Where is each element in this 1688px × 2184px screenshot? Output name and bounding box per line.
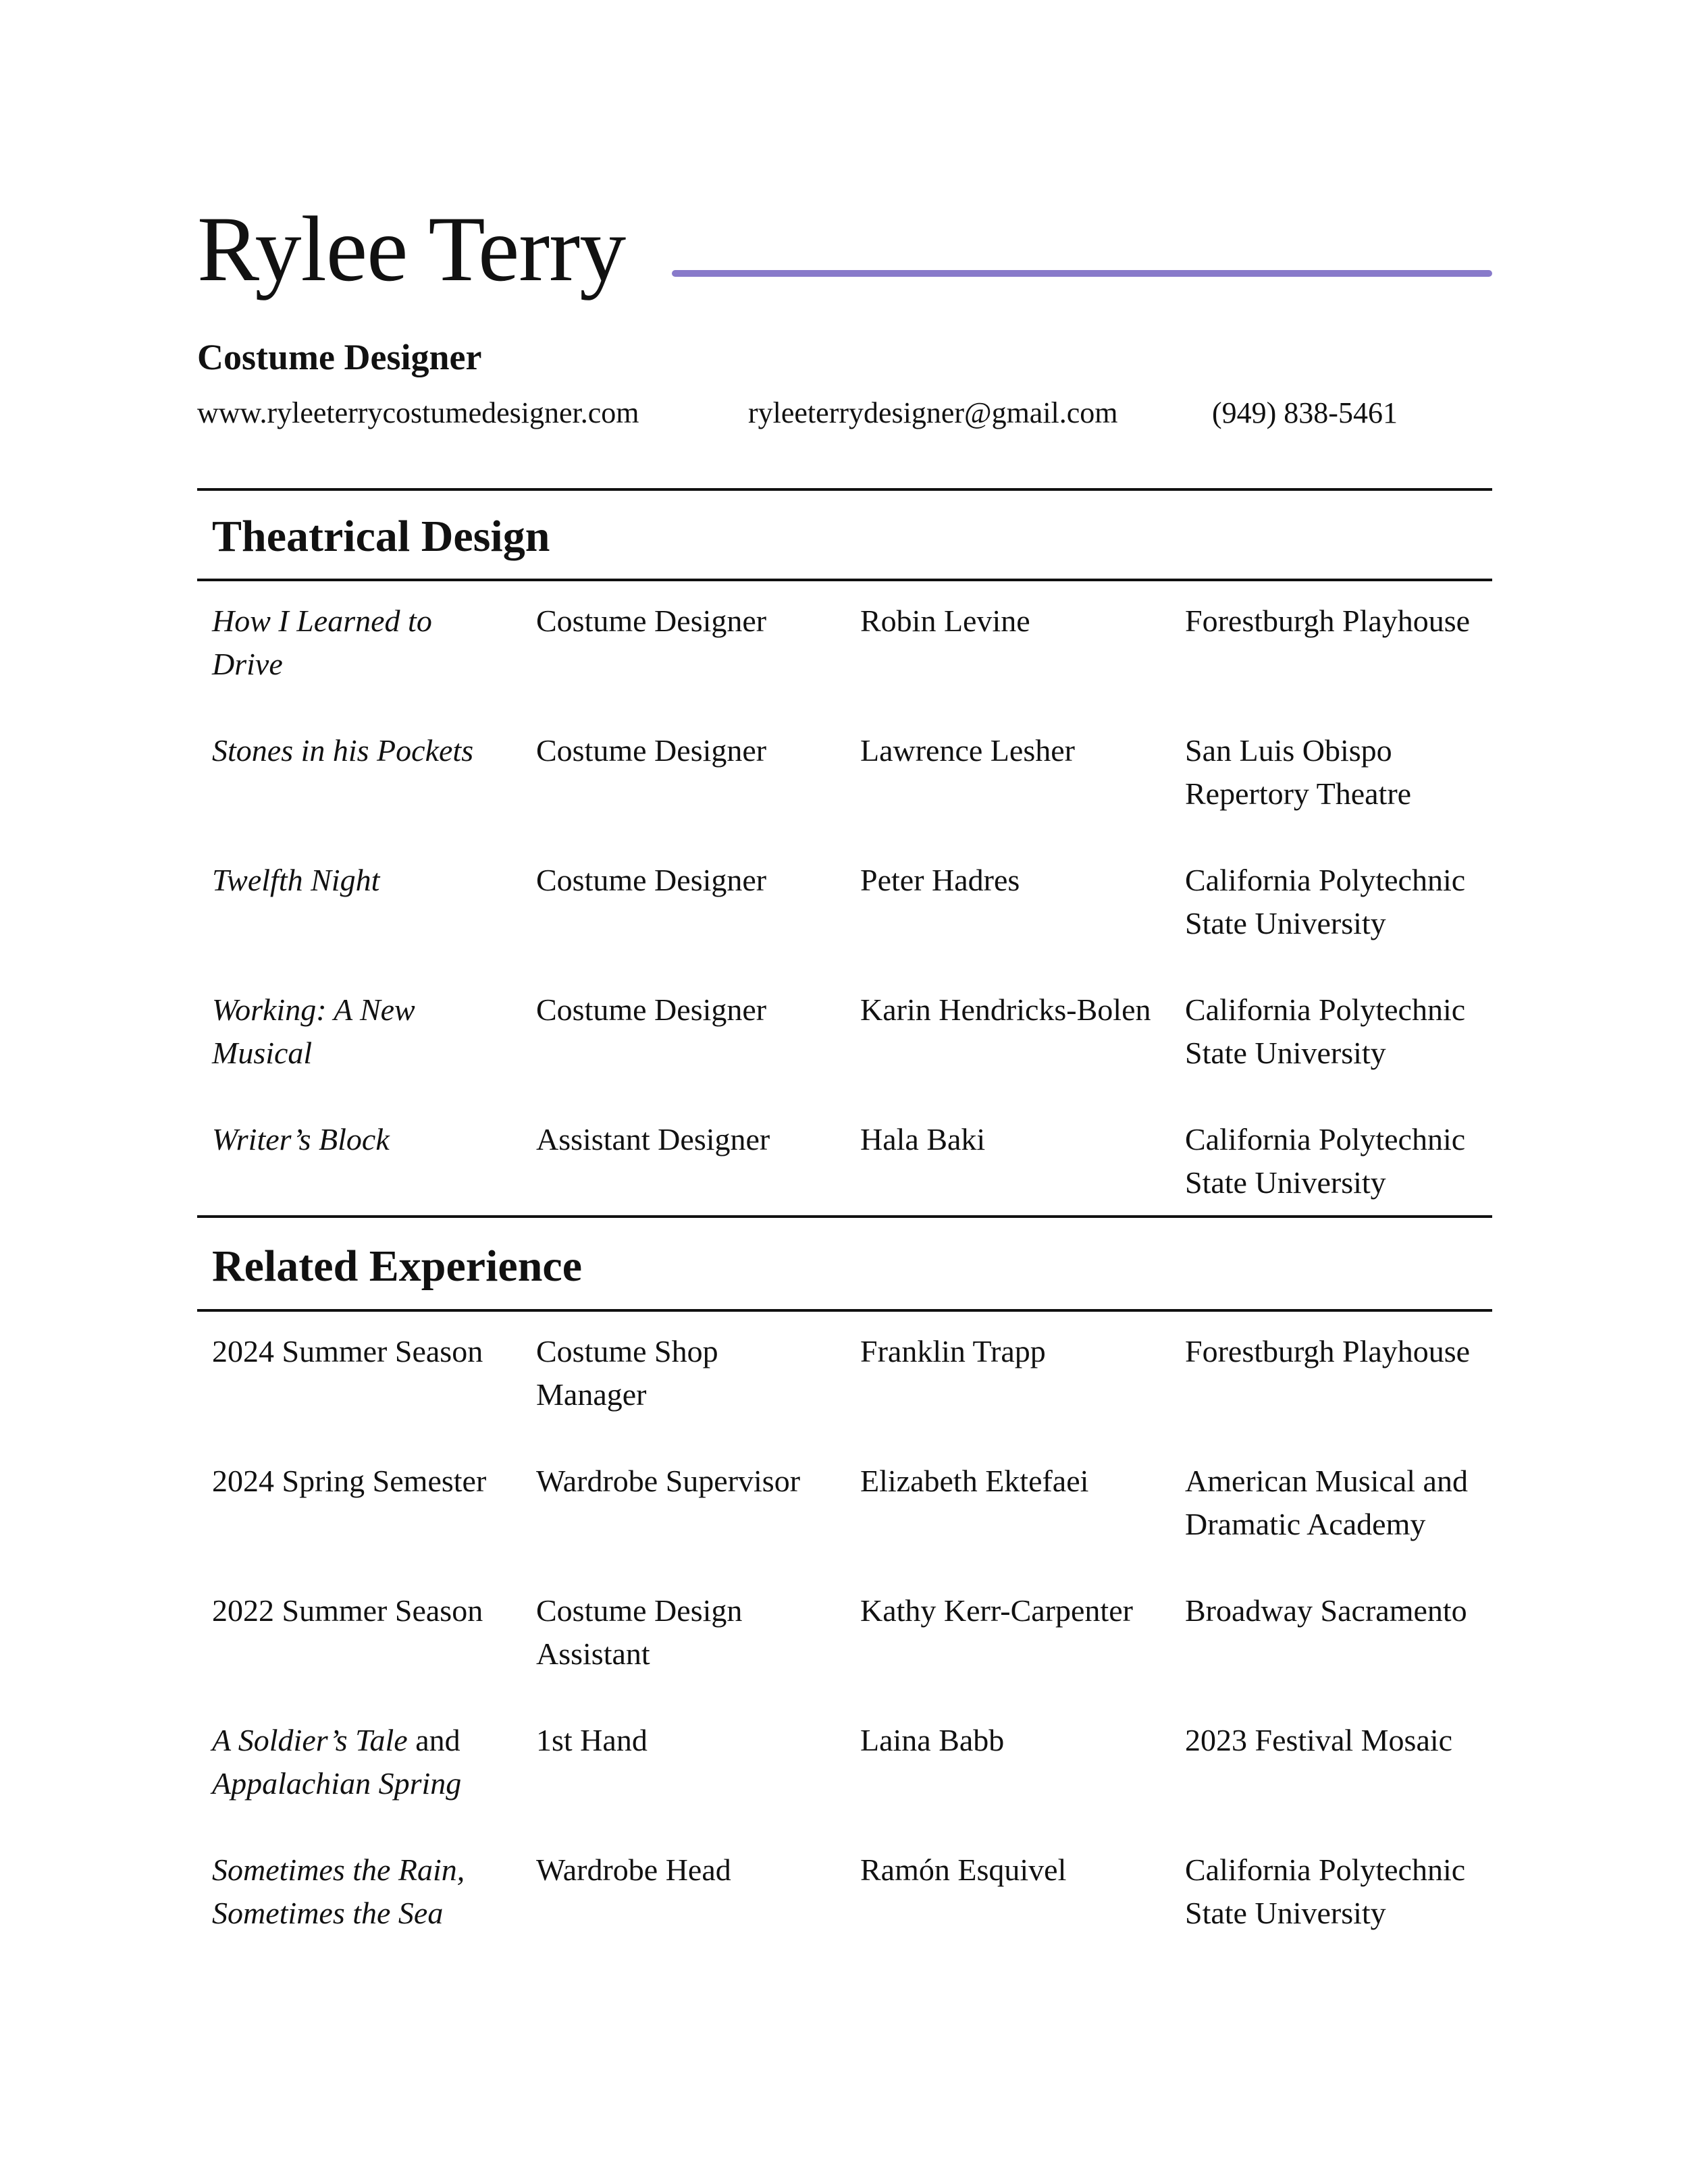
venue: California Polytechnic State University: [1185, 863, 1466, 940]
production-title: Working: A New Musical: [212, 992, 415, 1070]
position: Costume Designer: [536, 604, 767, 638]
director: Karin Hendricks-Bolen: [860, 992, 1151, 1027]
phone-number: (949) 838-5461: [1212, 396, 1398, 429]
related-experience-row: [197, 1589, 1492, 1690]
director: Peter Hadres: [860, 863, 1020, 897]
supervisor: Kathy Kerr-Carpenter: [860, 1593, 1133, 1628]
section-heading-theatrical-design: Theatrical Design: [212, 512, 550, 561]
theatrical-design-row: [197, 600, 1492, 701]
production-title: Stones in his Pockets: [212, 733, 474, 768]
director: Robin Levine: [860, 604, 1030, 638]
position: Costume Designer: [536, 992, 767, 1027]
email-link[interactable]: ryleeterrydesigner@gmail.com: [748, 396, 1118, 429]
venue: Broadway Sacramento: [1185, 1593, 1467, 1628]
position: Assistant Designer: [536, 1122, 770, 1156]
season: 2022 Summer Season: [212, 1593, 483, 1628]
position: Costume Designer: [536, 733, 767, 768]
production-title: [212, 1719, 502, 1805]
theatrical-design-row: [197, 1118, 1492, 1219]
supervisor: Franklin Trapp: [860, 1334, 1046, 1368]
venue: Forestburgh Playhouse: [1185, 1334, 1471, 1368]
section-divider: [197, 488, 1492, 491]
related-experience-row: [197, 1330, 1492, 1431]
production-title-part: Appalachian Spring: [212, 1766, 462, 1801]
venue: American Musical and Dramatic Academy: [1185, 1464, 1468, 1541]
venue: California Polytechnic State University: [1185, 1853, 1466, 1930]
production-title: Sometimes the Rain, Sometimes the Sea: [212, 1853, 465, 1930]
production-title: Twelfth Night: [212, 863, 380, 897]
related-experience-row: [197, 1719, 1492, 1820]
supervisor: Ramón Esquivel: [860, 1853, 1067, 1887]
production-title: Writer’s Block: [212, 1122, 390, 1156]
supervisor: Elizabeth Ektefaei: [860, 1464, 1089, 1498]
resume-name: Rylee Terry: [197, 197, 626, 300]
related-experience-row: [197, 1848, 1492, 1950]
position: Costume Shop Manager: [536, 1334, 718, 1412]
position: Wardrobe Head: [536, 1853, 731, 1887]
venue: California Polytechnic State University: [1185, 992, 1466, 1070]
theatrical-design-row: [197, 988, 1492, 1090]
theatrical-design-row: [197, 859, 1492, 960]
related-experience-row: [197, 1460, 1492, 1561]
position: 1st Hand: [536, 1723, 648, 1757]
section-divider: [197, 1215, 1492, 1218]
season: 2024 Summer Season: [212, 1334, 483, 1368]
position: Costume Designer: [536, 863, 767, 897]
director: Lawrence Lesher: [860, 733, 1075, 768]
job-title: Costume Designer: [197, 337, 482, 377]
venue: California Polytechnic State University: [1185, 1122, 1466, 1200]
section-divider: [197, 579, 1492, 581]
production-title-joiner: and: [407, 1723, 460, 1757]
supervisor: Laina Babb: [860, 1723, 1005, 1757]
venue: 2023 Festival Mosaic: [1185, 1723, 1453, 1757]
section-heading-related-experience: Related Experience: [212, 1242, 583, 1291]
venue: Forestburgh Playhouse: [1185, 604, 1471, 638]
season: 2024 Spring Semester: [212, 1464, 487, 1498]
venue: San Luis Obispo Repertory Theatre: [1185, 733, 1412, 811]
production-title-part: A Soldier’s Tale: [212, 1723, 408, 1757]
section-divider: [197, 1309, 1492, 1312]
theatrical-design-row: [197, 729, 1492, 830]
accent-line: [672, 270, 1492, 277]
position: Wardrobe Supervisor: [536, 1464, 801, 1498]
director: Hala Baki: [860, 1122, 986, 1156]
website-link[interactable]: www.ryleeterrycostumedesigner.com: [197, 396, 639, 429]
production-title: How I Learned to Drive: [212, 604, 432, 681]
position: Costume Design Assistant: [536, 1593, 743, 1671]
